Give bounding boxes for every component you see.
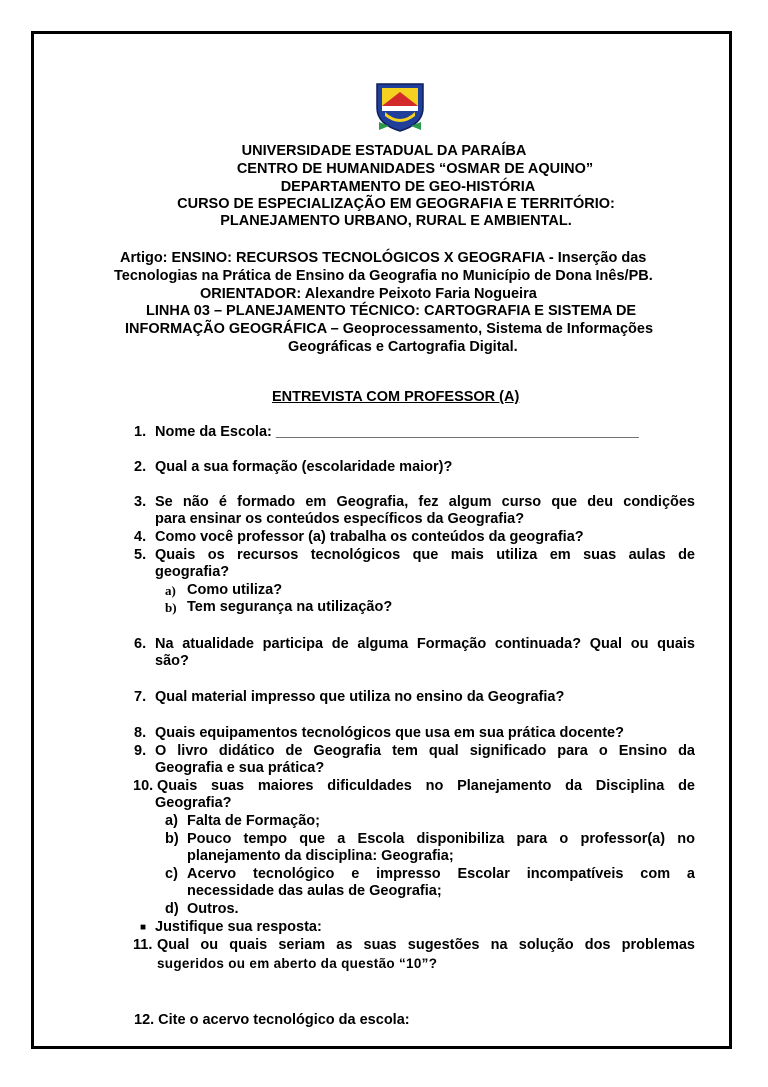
article-line-6: Geográficas e Cartografia Digital. — [288, 339, 518, 355]
q3-number: 3. — [134, 494, 147, 510]
article-line-4: LINHA 03 – PLANEJAMENTO TÉCNICO: CARTOGRAFIA E SISTEMA DE — [146, 303, 637, 319]
q5-text-line-2: geografia? — [155, 564, 230, 580]
q10-sub-c-text-line-1: Acervo tecnológico e impresso Escolar incompatíveis com a — [187, 866, 695, 882]
q10-sub-d-text: Outros. — [187, 901, 239, 917]
q6-number: 6. — [134, 636, 147, 652]
q10-sub-a-marker: a) — [165, 813, 178, 829]
q1-text: Nome da Escola: _____________________________________________ — [155, 424, 639, 440]
q11-text-line-2: sugeridos ou em aberto da questão “10”? — [157, 956, 438, 971]
q10-sub-b-text-line-2: planejamento da disciplina: Geografia; — [187, 848, 454, 864]
q11-number: 11. — [133, 937, 153, 953]
header-planning: PLANEJAMENTO URBANO, RURAL E AMBIENTAL. — [220, 213, 572, 229]
q10-sub-d-marker: d) — [165, 901, 179, 917]
q10-sub-a-text: Falta de Formação; — [187, 813, 320, 829]
q10-sub-b-text-line-1: Pouco tempo que a Escola disponibiliza para o professor(a) no — [187, 831, 695, 847]
justify-bullet-icon: ■ — [140, 922, 147, 933]
q6-text-line-2: são? — [155, 653, 189, 669]
q3-text-line-1: Se não é formado em Geografia, fez algum curso que deu condições — [155, 494, 695, 510]
interview-title: ENTREVISTA COM PROFESSOR (A) — [272, 389, 520, 405]
q8-text: Quais equipamentos tecnológicos que usa em sua prática docente? — [155, 725, 624, 741]
header-department: DEPARTAMENTO DE GEO-HISTÓRIA — [280, 179, 536, 195]
q10-number: 10. — [133, 778, 154, 794]
q12-text: 12. Cite o acervo tecnológico da escola: — [134, 1012, 410, 1028]
q5-sub-b-text: Tem segurança na utilização? — [187, 599, 393, 615]
article-line-5: INFORMAÇÃO GEOGRÁFICA – Geoprocessamento, Sistema de Informações — [125, 321, 654, 337]
q10-sub-c-text-line-2: necessidade das aulas de Geografia; — [187, 883, 442, 899]
q9-text-line-2: Geografia e sua prática? — [155, 760, 325, 776]
q10-text-line-1: Quais suas maiores dificuldades no Planejamento da Disciplina de — [157, 778, 695, 794]
q2-text: Qual a sua formação (escolaridade maior)? — [155, 459, 453, 475]
q2-number: 2. — [134, 459, 147, 475]
q10-sub-c-marker: c) — [165, 866, 178, 882]
q1-number: 1. — [134, 424, 147, 440]
q10-sub-b-marker: b) — [165, 831, 179, 847]
header-center: CENTRO DE HUMANIDADES “OSMAR DE AQUINO” — [236, 161, 594, 177]
article-advisor: ORIENTADOR: Alexandre Peixoto Faria Nogueira — [200, 286, 537, 302]
q4-text: Como você professor (a) trabalha os conteúdos da geografia? — [155, 529, 584, 545]
q5-sub-a-marker: a) — [165, 583, 176, 598]
q3-text-line-2: para ensinar os conteúdos específicos da Geografia? — [155, 511, 525, 527]
article-line-1: Artigo: ENSINO: RECURSOS TECNOLÓGICOS X GEOGRAFIA - Inserção das — [120, 250, 647, 266]
q5-sub-a-text: Como utiliza? — [187, 582, 283, 598]
q9-number: 9. — [134, 743, 147, 759]
q9-text-line-1: O livro didático de Geografia tem qual significado para o Ensino da — [155, 743, 695, 759]
q5-sub-b-marker: b) — [165, 600, 177, 615]
q5-text-line-1: Quais os recursos tecnológicos que mais utiliza em suas aulas de — [155, 547, 695, 563]
article-line-2: Tecnologias na Prática de Ensino da Geografia no Município de Dona Inês/PB. — [114, 268, 653, 284]
q5-number: 5. — [134, 547, 147, 563]
q7-number: 7. — [134, 689, 147, 705]
q4-number: 4. — [134, 529, 147, 545]
header-course: CURSO DE ESPECIALIZAÇÃO EM GEOGRAFIA E TERRITÓRIO: — [177, 196, 615, 212]
q6-text-line-1: Na atualidade participa de alguma Formação continuada? Qual ou quais — [155, 636, 695, 652]
q10-text-line-2: Geografia? — [155, 795, 232, 811]
university-seal-logo — [373, 82, 427, 132]
justify-text: Justifique sua resposta: — [155, 919, 322, 935]
q7-text: Qual material impresso que utiliza no ensino da Geografia? — [155, 689, 565, 705]
q11-text-line-1: Qual ou quais seriam as suas sugestões na solução dos problemas — [157, 937, 695, 953]
q8-number: 8. — [134, 725, 147, 741]
header-university: UNIVERSIDADE ESTADUAL DA PARAÍBA — [241, 143, 527, 159]
